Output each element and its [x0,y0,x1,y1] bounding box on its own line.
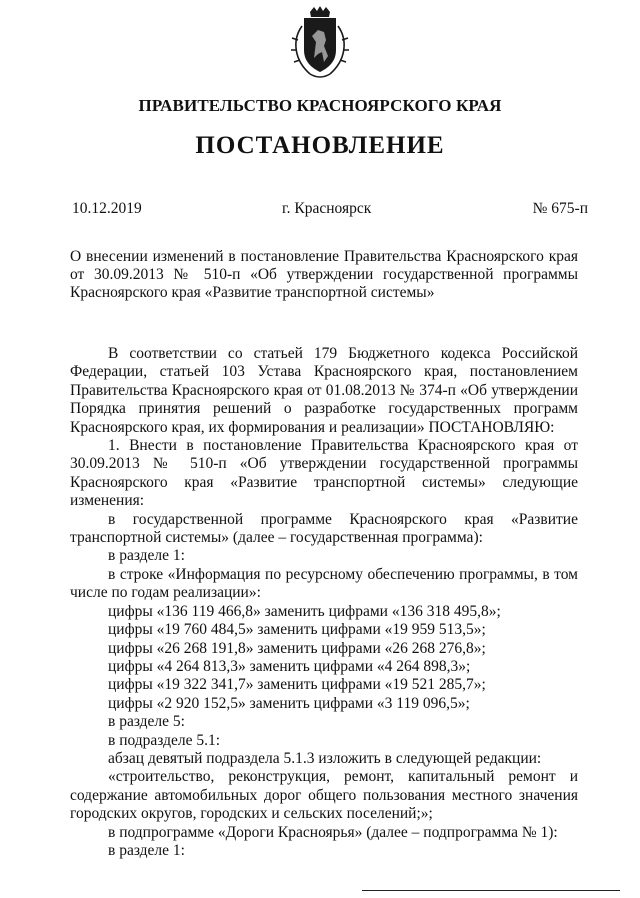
body-paragraph: в разделе 1: [108,841,185,859]
coat-of-arms-emblem [288,6,352,80]
body-paragraph: абзац девятый подраздела 5.1.3 изложить в следующей редакции: [108,749,542,767]
body-paragraph: 1. Внести в постановление Правительства Красноярского края от 30.09.2013 № 510-п «Об утверждении государственной программы Красноярского края «Развитие транспортной системы» следующие изменения: [70,437,578,510]
body-paragraph: в подпрограмме «Дороги Красноярья» (далее – подпрограмма № 1): [108,823,558,841]
body-paragraph: в подразделе 5.1: [108,731,221,749]
body-paragraph: в строке «Информация по ресурсному обеспечению программы, в том числе по годам реализации»: [70,565,578,602]
amendment-line: цифры «136 119 466,8» заменить цифрами «136 318 495,8»; [108,602,501,620]
body-paragraph: в разделе 1: [108,547,185,565]
document-subject: О внесении изменений в постановление Правительства Красноярского края от 30.09.2013 № 510-п «Об утверждении государственной программы Красноярского края «Развитие транспортной системы» [70,248,578,301]
body-paragraph: в государственной программе Красноярского края «Развитие транспортной системы» (далее – государственная программа): [70,510,578,547]
footer-divider [362,890,620,891]
amendment-line: цифры «4 264 813,3» заменить цифрами «4 264 898,3»; [108,657,471,675]
amendment-line: цифры «19 322 341,7» заменить цифрами «19 521 285,7»; [108,676,486,694]
body-paragraph: «строительство, реконструкция, ремонт, капитальный ремонт и содержание автомобильных дорог общего пользования местного значения городских округов, городских и сельских поселений;»; [70,768,578,823]
document-type-title: ПОСТАНОВЛЕНИЕ [195,132,445,159]
issuing-authority: ПРАВИТЕЛЬСТВО КРАСНОЯРСКОГО КРАЯ [138,96,502,115]
document-city: г. Красноярск [282,200,372,217]
body-paragraph: в разделе 5: [108,713,185,731]
preamble-paragraph: В соответствии со статьей 179 Бюджетного кодекса Российской Федерации, статьей 103 Устава Красноярского края, постановлением Правительства Красноярского края от 01.08.2013 № 374-п «Об утверждении Порядка принятия решений о разработке государственных программ Красноярского края, их формирования и реализации» ПОСТАНОВЛЯЮ: [70,345,578,436]
amendment-line: цифры «26 268 191,8» заменить цифрами «26 268 276,8»; [108,639,486,657]
amendment-line: цифры «19 760 484,5» заменить цифрами «19 959 513,5»; [108,621,486,639]
document-body [70,345,578,860]
document-date: 10.12.2019 [72,200,142,217]
amendment-line: цифры «2 920 152,5» заменить цифрами «3 119 096,5»; [108,694,470,712]
document-number: № 675-п [532,200,588,217]
